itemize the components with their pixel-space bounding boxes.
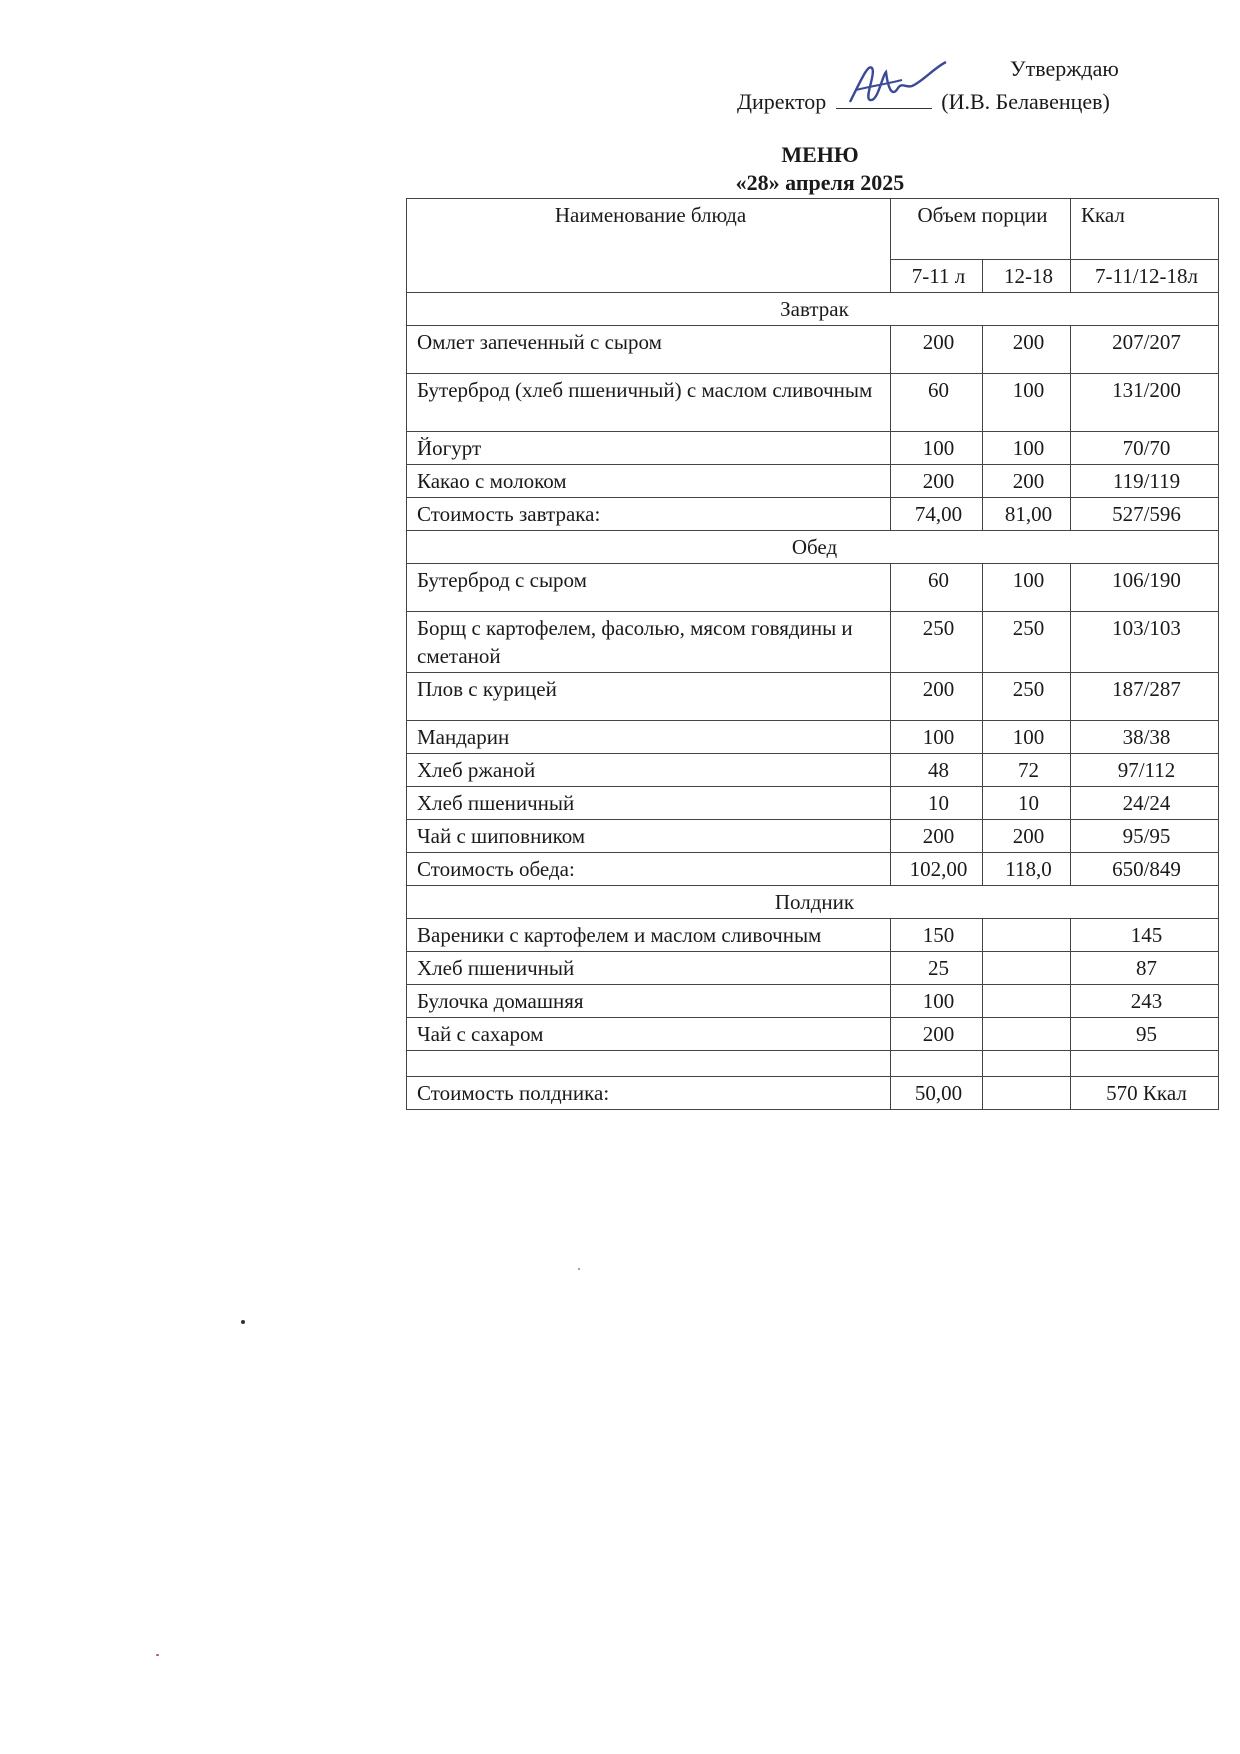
portion-7-11: 200 <box>891 326 983 374</box>
kcal: 87 <box>1071 952 1219 985</box>
portion-7-11: 200 <box>891 673 983 721</box>
empty-cell <box>407 1051 891 1077</box>
empty-cell <box>983 1051 1071 1077</box>
portion-12-18 <box>983 1018 1071 1051</box>
portion-12-18 <box>983 985 1071 1018</box>
portion-12-18: 100 <box>983 564 1071 612</box>
section-breakfast <box>407 293 1219 326</box>
table-row <box>407 952 1219 985</box>
portion-7-11: 200 <box>891 820 983 853</box>
kcal: 95/95 <box>1071 820 1219 853</box>
table-row <box>407 564 1219 612</box>
section-title: Полдник <box>407 886 1219 919</box>
portion-12-18: 250 <box>983 612 1071 673</box>
kcal: 38/38 <box>1071 721 1219 754</box>
portion-7-11: 60 <box>891 374 983 432</box>
empty-row <box>407 1051 1219 1077</box>
kcal: 119/119 <box>1071 465 1219 498</box>
kcal: 95 <box>1071 1018 1219 1051</box>
kcal: 106/190 <box>1071 564 1219 612</box>
portion-7-11: 250 <box>891 612 983 673</box>
director-name: (И.В. Белавенцев) <box>941 89 1110 114</box>
empty-cell <box>891 1051 983 1077</box>
dish-name: Бутерброд (хлеб пшеничный) с маслом сливочным <box>407 374 891 432</box>
director-label: Директор <box>737 89 827 114</box>
dish-name: Плов с курицей <box>407 673 891 721</box>
portion-12-18: 100 <box>983 432 1071 465</box>
portion-7-11: 10 <box>891 787 983 820</box>
portion-12-18: 250 <box>983 673 1071 721</box>
portion-7-11: 150 <box>891 919 983 952</box>
portion-7-11: 48 <box>891 754 983 787</box>
table-row <box>407 820 1219 853</box>
table-row <box>407 1018 1219 1051</box>
total-cost-7-11: 50,00 <box>891 1077 983 1110</box>
portion-7-11: 25 <box>891 952 983 985</box>
table-row <box>407 432 1219 465</box>
dish-name: Хлеб пшеничный <box>407 952 891 985</box>
subheader-age-12-18: 12-18 <box>983 260 1071 293</box>
total-label: Стоимость обеда: <box>407 853 891 886</box>
menu-title: МЕНЮ <box>781 142 859 167</box>
section-lunch <box>407 531 1219 564</box>
total-cost-12-18: 81,00 <box>983 498 1071 531</box>
total-kcal: 570 Ккал <box>1071 1077 1219 1110</box>
dish-name: Чай с сахаром <box>407 1018 891 1051</box>
table-row <box>407 326 1219 374</box>
subheader-kcal-ages: 7-11/12-18л <box>1071 260 1219 293</box>
portion-12-18 <box>983 952 1071 985</box>
total-cost-7-11: 102,00 <box>891 853 983 886</box>
table-row <box>407 721 1219 754</box>
total-cost-12-18 <box>983 1077 1071 1110</box>
table-row <box>407 465 1219 498</box>
portion-7-11: 200 <box>891 1018 983 1051</box>
table-row <box>407 754 1219 787</box>
portion-7-11: 100 <box>891 721 983 754</box>
kcal: 97/112 <box>1071 754 1219 787</box>
snack-total-row <box>407 1077 1219 1110</box>
portion-7-11: 100 <box>891 432 983 465</box>
portion-12-18: 72 <box>983 754 1071 787</box>
section-title: Завтрак <box>407 293 1219 326</box>
dish-name: Борщ с картофелем, фасолью, мясом говядины и сметаной <box>407 612 891 673</box>
empty-cell <box>1071 1051 1219 1077</box>
dish-name: Йогурт <box>407 432 891 465</box>
dish-name: Бутерброд с сыром <box>407 564 891 612</box>
header-dish-name: Наименование блюда <box>407 199 891 293</box>
dish-name: Хлеб ржаной <box>407 754 891 787</box>
portion-12-18: 100 <box>983 721 1071 754</box>
approval-label: Утверждаю <box>1010 56 1119 81</box>
kcal: 207/207 <box>1071 326 1219 374</box>
dish-name: Вареники с картофелем и маслом сливочным <box>407 919 891 952</box>
dish-name: Чай с шиповником <box>407 820 891 853</box>
breakfast-total-row <box>407 498 1219 531</box>
portion-12-18: 100 <box>983 374 1071 432</box>
kcal: 145 <box>1071 919 1219 952</box>
table-row <box>407 612 1219 673</box>
total-cost-7-11: 74,00 <box>891 498 983 531</box>
total-kcal: 527/596 <box>1071 498 1219 531</box>
dish-name: Хлеб пшеничный <box>407 787 891 820</box>
total-kcal: 650/849 <box>1071 853 1219 886</box>
section-title: Обед <box>407 531 1219 564</box>
table-row <box>407 919 1219 952</box>
kcal: 24/24 <box>1071 787 1219 820</box>
table-row <box>407 787 1219 820</box>
total-label: Стоимость завтрака: <box>407 498 891 531</box>
portion-7-11: 200 <box>891 465 983 498</box>
portion-12-18: 200 <box>983 326 1071 374</box>
dish-name: Омлет запеченный с сыром <box>407 326 891 374</box>
portion-12-18: 10 <box>983 787 1071 820</box>
kcal: 243 <box>1071 985 1219 1018</box>
signature-line <box>836 86 932 109</box>
scan-speck <box>156 1654 159 1656</box>
portion-12-18: 200 <box>983 820 1071 853</box>
menu-table <box>406 198 1219 1110</box>
scan-speck <box>241 1320 245 1324</box>
scan-speck <box>578 1268 580 1270</box>
table-row <box>407 374 1219 432</box>
kcal: 187/287 <box>1071 673 1219 721</box>
header-kcal: Ккал <box>1071 199 1219 260</box>
dish-name: Какао с молоком <box>407 465 891 498</box>
total-cost-12-18: 118,0 <box>983 853 1071 886</box>
total-label: Стоимость полдника: <box>407 1077 891 1110</box>
lunch-total-row <box>407 853 1219 886</box>
subheader-age-7-11: 7-11 л <box>891 260 983 293</box>
kcal: 103/103 <box>1071 612 1219 673</box>
menu-date: «28» апреля 2025 <box>735 170 905 195</box>
signature-image <box>842 58 952 108</box>
dish-name: Булочка домашняя <box>407 985 891 1018</box>
director-line <box>737 86 1110 115</box>
portion-12-18: 200 <box>983 465 1071 498</box>
table-header-row <box>407 199 1219 260</box>
portion-7-11: 100 <box>891 985 983 1018</box>
dish-name: Мандарин <box>407 721 891 754</box>
section-snack <box>407 886 1219 919</box>
table-row <box>407 673 1219 721</box>
table-row <box>407 985 1219 1018</box>
portion-7-11: 60 <box>891 564 983 612</box>
kcal: 131/200 <box>1071 374 1219 432</box>
header-portion-volume: Объем порции <box>891 199 1071 260</box>
portion-12-18 <box>983 919 1071 952</box>
kcal: 70/70 <box>1071 432 1219 465</box>
